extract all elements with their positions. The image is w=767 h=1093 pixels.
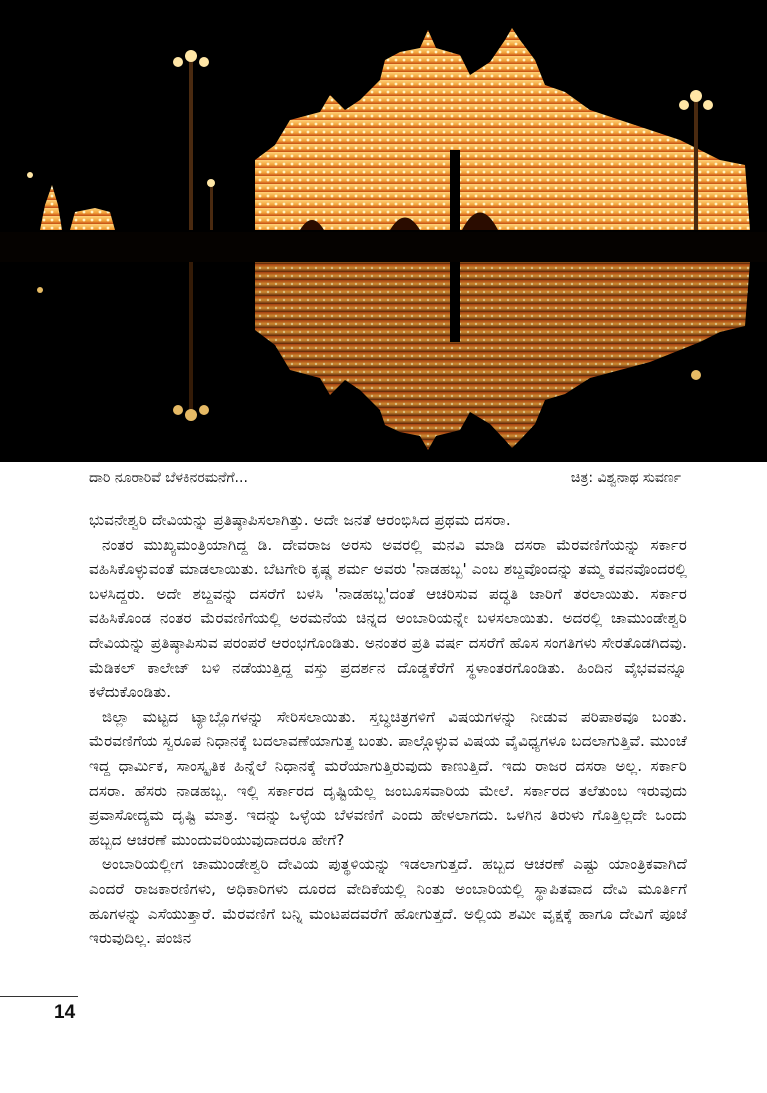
article-body [89,508,687,951]
photo-caption [89,470,681,492]
caption-title: ದಾರಿ ನೂರಾರಿವೆ ಬೆಳಕಿನರಮನೆಗೆ... [89,470,248,486]
illuminated-palace-image [0,0,767,462]
photo-credit: ಚಿತ್ರ: ವಿಶ್ವನಾಥ ಸುವರ್ಣ [570,470,681,486]
page-number-rule [0,996,78,997]
paragraph: ನಂತರ ಮುಖ್ಯಮಂತ್ರಿಯಾಗಿದ್ದ ಡಿ. ದೇವರಾಜ ಅರಸು ಅವರಲ್ಲಿ ಮನವಿ ಮಾಡಿ ದಸರಾ ಮೆರವಣಿಗೆಯನ್ನು ಸರ್ಕಾರ ವಹಿಸಿಕೊಳ್ಳುವಂತೆ ಮಾಡಲಾಯಿತು. ಬೆಟಗೇರಿ ಕೃಷ್ಣ ಶರ್ಮ ಅವರು 'ನಾಡಹಬ್ಬ' ಎಂಬ ಶಬ್ದವೊಂದನ್ನು ತಮ್ಮ ಕವನವೊಂದರಲ್ಲಿ ಬಳಸಿದ್ದರು. ಅದೇ ಶಬ್ದವನ್ನು ದಸರೆಗೆ ಬಳಸಿ 'ನಾಡಹಬ್ಬ'ದಂತೆ ಆಚರಿಸುವ ಪದ್ಧತಿ ಜಾರಿಗೆ ತರಲಾಯಿತು. ಸರ್ಕಾರ ವಹಿಸಿಕೊಂಡ ನಂತರ ಮೆರವಣಿಗೆಯಲ್ಲಿ ಅರಮನೆಯ ಚಿನ್ನದ ಅಂಬಾರಿಯನ್ನೇ ಬಳಸಲಾಯಿತು. ಅದರಲ್ಲಿ ಚಾಮುಂಡೇಶ್ವರಿ ದೇವಿಯನ್ನು ಪ್ರತಿಷ್ಠಾಪಿಸುವ ಪರಂಪರೆ ಆರಂಭಗೊಂಡಿತು. ಅನಂತರ ಪ್ರತಿ ವರ್ಷ ದಸರೆಗೆ ಹೊಸ ಸಂಗತಿಗಳು ಸೇರತೊಡಗಿದವು. ಮೆಡಿಕಲ್ ಕಾಲೇಜ್ ಬಳಿ ನಡೆಯುತ್ತಿದ್ದ ವಸ್ತು ಪ್ರದರ್ಶನ ದೊಡ್ಡಕೆರೆಗೆ ಸ್ಥಳಾಂತರಗೊಂಡಿತು. ಹಿಂದಿನ ವೈಭವವನ್ನೂ ಕಳೆದುಕೊಂಡಿತು. [89,535,687,702]
paragraph: ಅಂಬಾರಿಯಲ್ಲೀಗ ಚಾಮುಂಡೇಶ್ವರಿ ದೇವಿಯ ಪುತ್ಥಳಿಯನ್ನು ಇಡಲಾಗುತ್ತದೆ. ಹಬ್ಬದ ಆಚರಣೆ ಎಷ್ಟು ಯಾಂತ್ರಿಕವಾಗಿದೆ ಎಂದರೆ ರಾಜಕಾರಣಿಗಳು, ಅಧಿಕಾರಿಗಳು ದೂರದ ವೇದಿಕೆಯಲ್ಲಿ ನಿಂತು ಅಂಬಾರಿಯಲ್ಲಿ ಸ್ಥಾಪಿತವಾದ ದೇವಿ ಮೂರ್ತಿಗೆ ಹೂಗಳನ್ನು ಎಸೆಯುತ್ತಾರೆ. ಮೆರವಣಿಗೆ ಬನ್ನಿ ಮಂಟಪದವರೆಗೆ ಹೋಗುತ್ತದೆ. ಅಲ್ಲಿಯ ಶಮೀ ವೃಕ್ಷಕ್ಕೆ ಹಾಗೂ ದೇವಿಗೆ ಪೂಜೆ ಇರುವುದಿಲ್ಲ. ಪಂಜಿನ [89,855,687,948]
paragraph: ಜಿಲ್ಲಾ ಮಟ್ಟದ ಟ್ಯಾಬ್ಲೊಗಳನ್ನು ಸೇರಿಸಲಾಯಿತು. ಸ್ತಬ್ಧಚಿತ್ರಗಳಿಗೆ ವಿಷಯಗಳನ್ನು ನೀಡುವ ಪರಿಪಾಠವೂ ಬಂತು. ಮೆರವಣಿಗೆಯ ಸ್ವರೂಪ ನಿಧಾನಕ್ಕೆ ಬದಲಾವಣೆಯಾಗುತ್ತ ಬಂತು. ಪಾಲ್ಗೊಳ್ಳುವ ವಿಷಯ ವೈವಿಧ್ಯಗಳೂ ಬದಲಾಗುತ್ತಿವೆ. ಮುಂಚೆ ಇದ್ದ ಧಾರ್ಮಿಕ, ಸಾಂಸ್ಕೃತಿಕ ಹಿನ್ನೆಲೆ ನಿಧಾನಕ್ಕೆ ಮರೆಯಾಗುತ್ತಿರುವುದು ಕಾಣುತ್ತಿದೆ. ಇದು ರಾಜರ ದಸರಾ ಅಲ್ಲ. ಸರ್ಕಾರಿ ದಸರಾ. ಹೆಸರು ನಾಡಹಬ್ಬ. ಇಲ್ಲಿ ಸರ್ಕಾರದ ದೃಷ್ಟಿಯೆಲ್ಲ ಜಂಬೂಸವಾರಿಯ ಮೇಲೆ. ಸರ್ಕಾರದ ತಲೆತುಂಬ ಇರುವುದು ಪ್ರವಾಸೋದ್ಯಮ ದೃಷ್ಟಿ ಮಾತ್ರ. ಇದನ್ನು ಒಳ್ಳೆಯ ಬೆಳವಣಿಗೆ ಎಂದು ಹೇಳಲಾಗದು. ಒಳಗಿನ ತಿರುಳು ಗೊತ್ತಿಲ್ಲದೇ ಒಂದು ಹಬ್ಬದ ಆಚರಣೆ ಮುಂದುವರಿಯುವುದಾದರೂ ಹೇಗೆ? [89,707,687,849]
palace-photo [0,0,767,462]
page-number: 14 [54,1002,76,1023]
paragraph: ಭುವನೇಶ್ವರಿ ದೇವಿಯನ್ನು ಪ್ರತಿಷ್ಠಾಪಿಸಲಾಗಿತ್ತು. ಅದೇ ಜನತೆ ಆರಂಭಿಸಿದ ಪ್ರಥಮ ದಸರಾ. [89,511,511,529]
